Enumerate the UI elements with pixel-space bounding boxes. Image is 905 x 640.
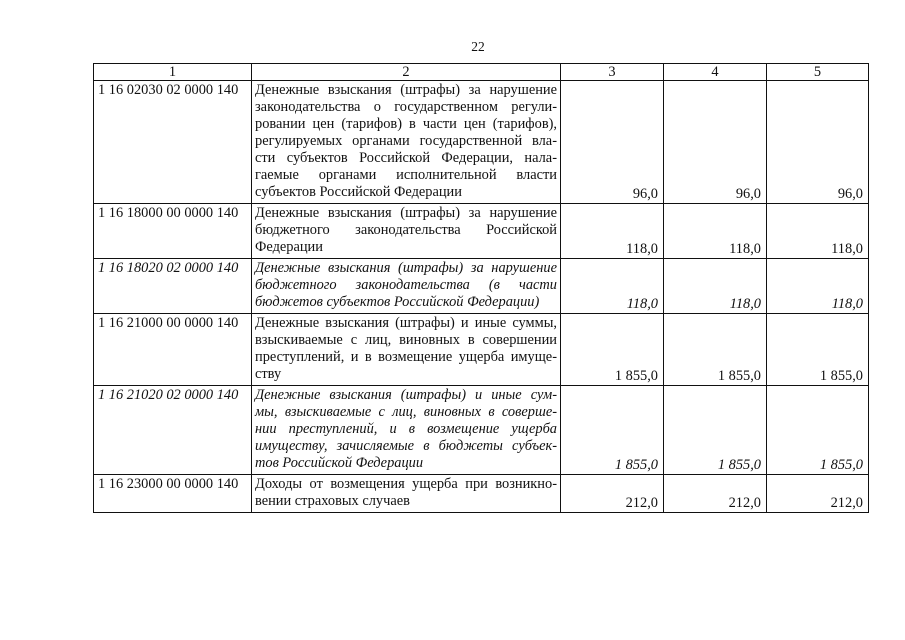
amount-cell-col-3	[561, 386, 664, 475]
table-row	[94, 475, 869, 513]
table-head	[94, 64, 869, 81]
amount-cell-col-5	[767, 314, 869, 386]
description-line: бюджетов субъектов Российской Федерации)	[255, 294, 540, 310]
amount-cell-col-5	[767, 259, 869, 314]
description-line: тов Российской Федерации	[255, 455, 424, 471]
amount-cell-col-4	[664, 259, 767, 314]
amount-value: 96,0	[837, 186, 863, 202]
budget-code: 1 16 21000 00 0000 140	[98, 315, 239, 331]
column-number-1: 1	[94, 64, 252, 81]
description-line: законодательства о государственном регули-	[255, 99, 557, 115]
description-cell	[252, 386, 561, 475]
amount-cell-col-4	[664, 204, 767, 259]
budget-code: 1 16 02030 02 0000 140	[98, 82, 239, 98]
description-line: бюджетного законодательства Российской	[255, 222, 557, 238]
budget-code: 1 16 18000 00 0000 140	[98, 205, 239, 221]
column-number-2: 2	[252, 64, 561, 81]
column-number-row	[94, 64, 869, 81]
budget-code: 1 16 21020 02 0000 140	[98, 387, 239, 403]
amount-value: 118,0	[729, 241, 761, 257]
amount-value: 1 855,0	[614, 368, 658, 384]
budget-code-cell	[94, 314, 252, 386]
amount-cell-col-3	[561, 81, 664, 204]
table-row	[94, 81, 869, 204]
amount-value: 96,0	[735, 186, 761, 202]
description-line: Денежные взыскания (штрафы) за нарушение	[255, 82, 557, 98]
description-line: Федерации	[255, 239, 323, 255]
description-line: Доходы от возмещения ущерба при возникно-	[255, 476, 557, 492]
description-cell	[252, 475, 561, 513]
table-row	[94, 386, 869, 475]
amount-value: 212,0	[728, 495, 761, 511]
column-number-5: 5	[767, 64, 869, 81]
column-number-4: 4	[664, 64, 767, 81]
amount-value: 1 855,0	[614, 457, 658, 473]
description-line: Денежные взыскания (штрафы) за нарушение	[255, 260, 557, 276]
amount-cell-col-3	[561, 259, 664, 314]
budget-code: 1 16 23000 00 0000 140	[98, 476, 239, 492]
budget-code-cell	[94, 386, 252, 475]
amount-value: 1 855,0	[819, 457, 863, 473]
table-row	[94, 314, 869, 386]
description-line: вении страховых случаев	[255, 493, 410, 509]
budget-code-cell	[94, 81, 252, 204]
budget-code-cell	[94, 475, 252, 513]
description-cell	[252, 81, 561, 204]
description-line: преступлений, и в возмещение ущерба имуще-	[255, 349, 557, 365]
description-line: бюджетного законодательства (в части	[255, 277, 557, 293]
amount-value: 118,0	[831, 241, 863, 257]
description-line: сти субъектов Российской Федерации, нала-	[255, 150, 557, 166]
description-line: нии преступлений, и в возмещение ущерба	[255, 421, 557, 437]
amount-cell-col-3	[561, 475, 664, 513]
budget-code: 1 16 18020 02 0000 140	[98, 260, 239, 276]
description-cell	[252, 259, 561, 314]
amount-value: 1 855,0	[717, 368, 761, 384]
description-line: Денежные взыскания (штрафы) и иные сум-	[255, 387, 557, 403]
amount-cell-col-4	[664, 81, 767, 204]
amount-value: 118,0	[729, 296, 761, 312]
amount-cell-col-5	[767, 386, 869, 475]
amount-value: 118,0	[626, 296, 658, 312]
description-cell	[252, 314, 561, 386]
table-body	[94, 81, 869, 513]
amount-cell-col-3	[561, 204, 664, 259]
description-line: мы, взыскиваемые с лиц, виновных в соверше-	[255, 404, 557, 420]
budget-code-cell	[94, 259, 252, 314]
table-row	[94, 204, 869, 259]
amount-value: 118,0	[626, 241, 658, 257]
amount-cell-col-4	[664, 475, 767, 513]
amount-cell-col-5	[767, 475, 869, 513]
budget-code-cell	[94, 204, 252, 259]
table-row	[94, 259, 869, 314]
description-line: регулируемых органами государственной вла-	[255, 133, 557, 149]
description-line: гаемые органами исполнительной власти	[255, 167, 557, 183]
amount-cell-col-4	[664, 314, 767, 386]
column-number-3: 3	[561, 64, 664, 81]
amount-value: 1 855,0	[717, 457, 761, 473]
amount-cell-col-5	[767, 204, 869, 259]
amount-value: 1 855,0	[819, 368, 863, 384]
description-line: ству	[255, 366, 282, 382]
page-number: 22	[471, 39, 485, 54]
description-line: имуществу, зачисляемые в бюджеты субъек-	[255, 438, 557, 454]
description-line: субъектов Российской Федерации	[255, 184, 462, 200]
description-cell	[252, 204, 561, 259]
description-line: Денежные взыскания (штрафы) за нарушение	[255, 205, 557, 221]
amount-value: 212,0	[625, 495, 658, 511]
description-line: взыскиваемые с лиц, виновных в совершении	[255, 332, 557, 348]
budget-revenue-table	[93, 63, 869, 513]
amount-value: 212,0	[830, 495, 863, 511]
amount-cell-col-5	[767, 81, 869, 204]
description-line: Денежные взыскания (штрафы) и иные суммы,	[255, 315, 557, 331]
amount-cell-col-4	[664, 386, 767, 475]
amount-value: 96,0	[632, 186, 658, 202]
amount-cell-col-3	[561, 314, 664, 386]
amount-value: 118,0	[831, 296, 863, 312]
description-line: ровании цен (тарифов) в части цен (тарифов),	[255, 116, 557, 132]
